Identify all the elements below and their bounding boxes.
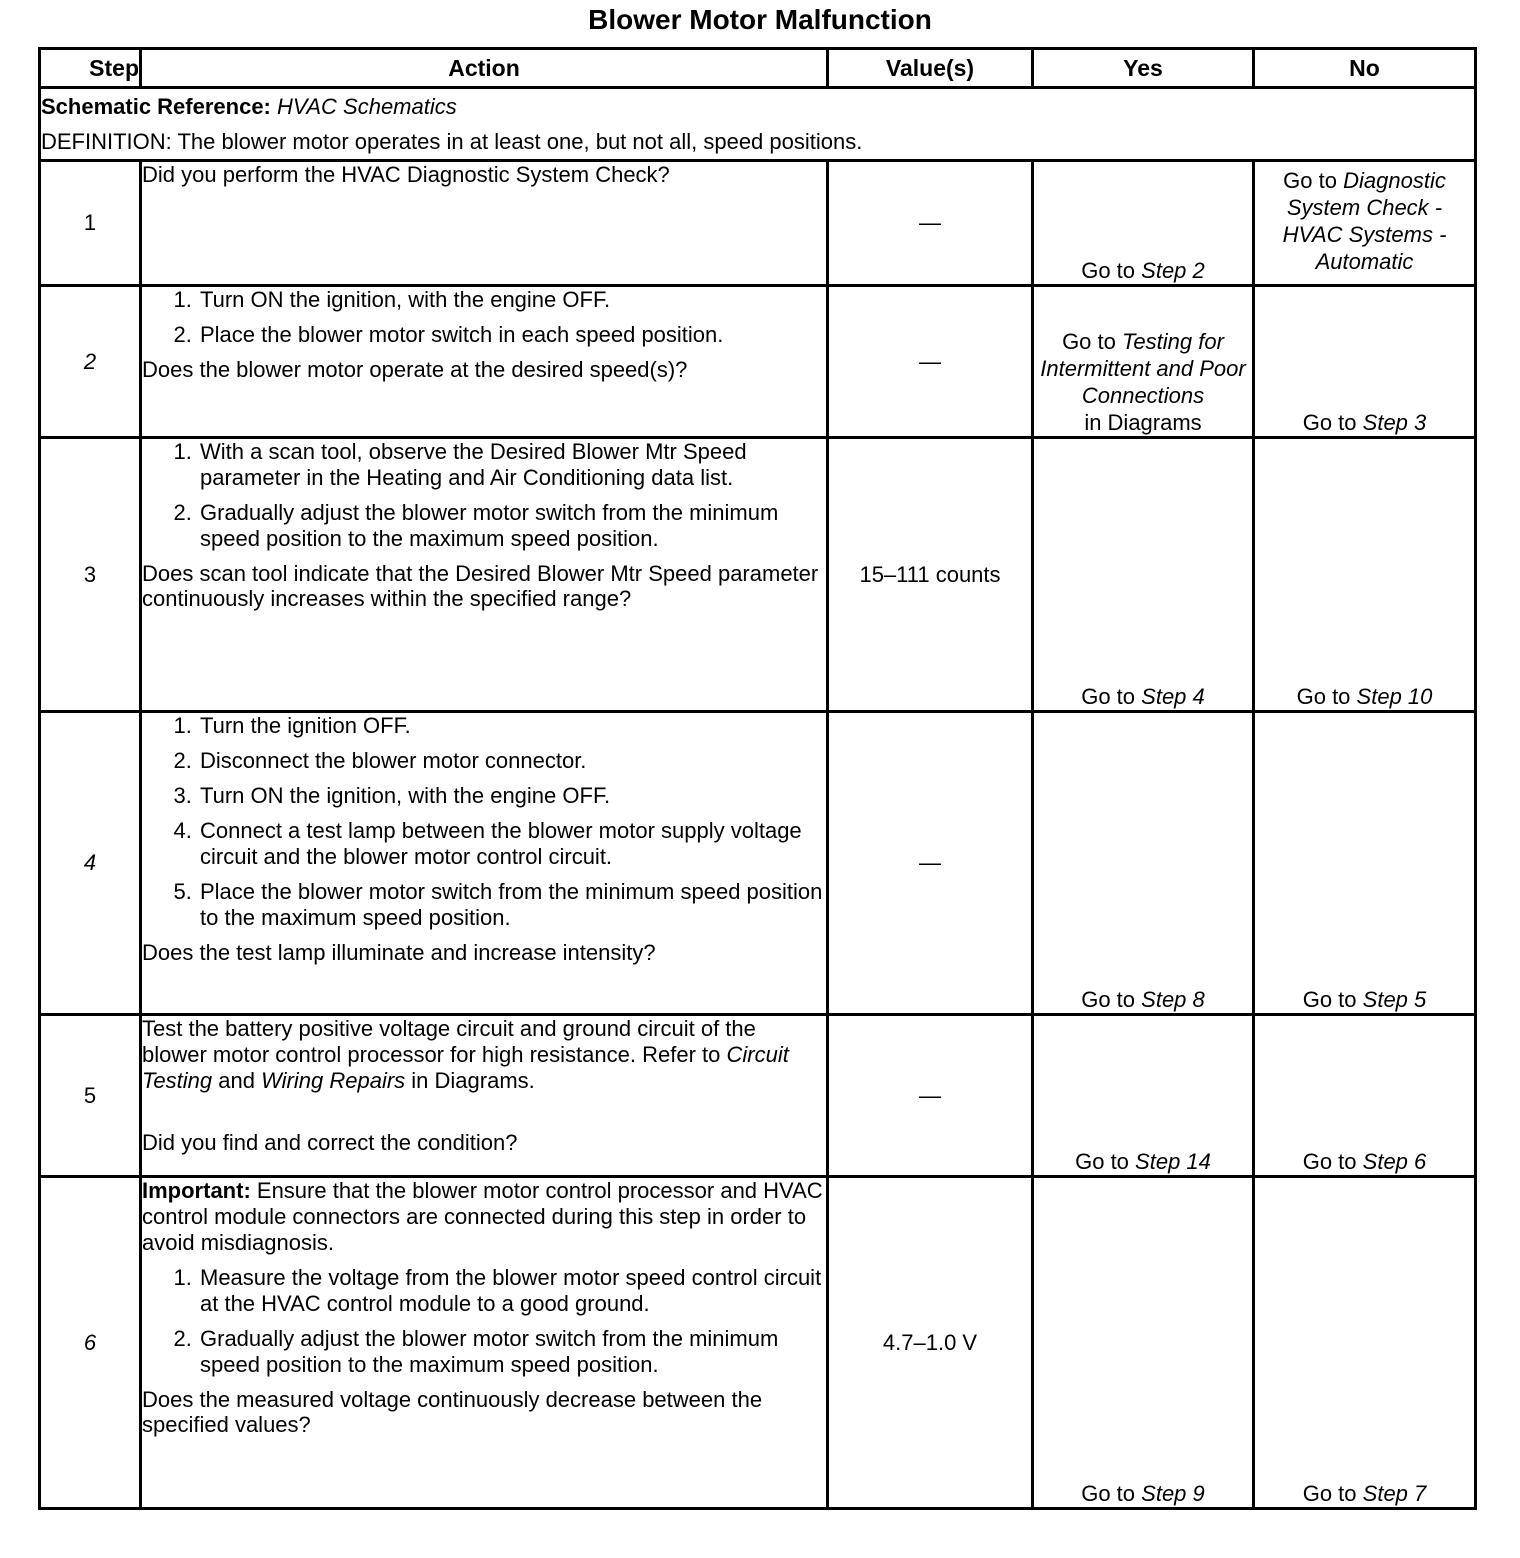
yes-goto[interactable]: Go to Step 2 bbox=[1033, 161, 1254, 286]
no-goto[interactable]: Go to Step 6 bbox=[1254, 1015, 1476, 1177]
step-number: 1 bbox=[40, 161, 141, 286]
table-row bbox=[40, 1015, 1476, 1177]
step-action bbox=[141, 1177, 828, 1509]
yes-goto[interactable]: Go to Step 4 bbox=[1033, 438, 1254, 712]
list-item: 1. Turn the ignition OFF. bbox=[198, 713, 826, 739]
step-number: 6 bbox=[40, 1177, 141, 1509]
step-value: — bbox=[828, 161, 1033, 286]
no-goto[interactable]: Go to Step 10 bbox=[1254, 438, 1476, 712]
yes-goto[interactable]: Go to Step 9 bbox=[1033, 1177, 1254, 1509]
no-goto[interactable]: Go to Diagnostic System Check - HVAC Systems - Automatic bbox=[1254, 161, 1476, 286]
list-item: 1. With a scan tool, observe the Desired Blower Mtr Speed parameter in the Heating and Air Conditioning data list. bbox=[198, 439, 826, 491]
header-values: Value(s) bbox=[828, 49, 1033, 88]
header-yes: Yes bbox=[1033, 49, 1254, 88]
list-item: 1. Measure the voltage from the blower motor speed control circuit at the HVAC control module to a good ground. bbox=[198, 1265, 826, 1317]
step-action bbox=[141, 161, 828, 286]
list-item: 1. Turn ON the ignition, with the engine OFF. bbox=[198, 287, 826, 313]
step-question: Does scan tool indicate that the Desired Blower Mtr Speed parameter continuously increases within the specified range? bbox=[142, 561, 819, 611]
yes-goto[interactable]: Go to Testing for Intermittent and Poor Connections in Diagrams bbox=[1033, 286, 1254, 438]
schematic-reference: Schematic Reference: HVAC Schematics bbox=[41, 94, 457, 119]
step-question: Does the blower motor operate at the desired speed(s)? bbox=[142, 357, 688, 382]
step-value: 4.7–1.0 V bbox=[828, 1177, 1033, 1509]
definition: DEFINITION: The blower motor operates in at least one, but not all, speed positions. bbox=[41, 129, 863, 154]
list-item: 2. Disconnect the blower motor connector. bbox=[198, 748, 826, 774]
step-list bbox=[142, 713, 826, 931]
step-action bbox=[141, 712, 828, 1015]
step-instruction: Test the battery positive voltage circuit and ground circuit of the blower motor control processor for high resistance. Refer to Circuit Testing and Wiring Repairs in Diagrams. bbox=[142, 1016, 789, 1093]
step-question: Does the test lamp illuminate and increase intensity? bbox=[142, 940, 656, 965]
step-number: 4 bbox=[40, 712, 141, 1015]
step-action bbox=[141, 286, 828, 438]
list-item: 3. Turn ON the ignition, with the engine OFF. bbox=[198, 783, 826, 809]
table-row bbox=[40, 286, 1476, 438]
list-item: 2. Gradually adjust the blower motor switch from the minimum speed position to the maximum speed position. bbox=[198, 500, 826, 552]
step-list bbox=[142, 287, 826, 348]
step-number: 5 bbox=[40, 1015, 141, 1177]
step-value: 15–111 counts bbox=[828, 438, 1033, 712]
no-goto[interactable]: Go to Step 3 bbox=[1254, 286, 1476, 438]
step-question: Did you find and correct the condition? bbox=[142, 1130, 518, 1155]
list-item: 5. Place the blower motor switch from the minimum speed position to the maximum speed position. bbox=[198, 879, 826, 931]
step-number: 2 bbox=[40, 286, 141, 438]
yes-goto[interactable]: Go to Step 8 bbox=[1033, 712, 1254, 1015]
table-row bbox=[40, 712, 1476, 1015]
schematic-link[interactable]: HVAC Schematics bbox=[277, 94, 457, 119]
diagnostic-table bbox=[38, 47, 1477, 1510]
step-value: — bbox=[828, 1015, 1033, 1177]
step-question: Did you perform the HVAC Diagnostic System Check? bbox=[142, 162, 670, 187]
list-item: 2. Gradually adjust the blower motor switch from the minimum speed position to the maximum speed position. bbox=[198, 1326, 826, 1378]
header-row bbox=[40, 49, 1476, 88]
step-list bbox=[142, 439, 826, 552]
step-question: Does the measured voltage continuously decrease between the specified values? bbox=[142, 1387, 763, 1437]
step-number: 3 bbox=[40, 438, 141, 712]
header-step: Step bbox=[40, 49, 141, 88]
list-item: 4. Connect a test lamp between the blower motor supply voltage circuit and the blower motor control circuit. bbox=[198, 818, 826, 870]
header-no: No bbox=[1254, 49, 1476, 88]
step-list bbox=[142, 1265, 826, 1378]
step-value: — bbox=[828, 712, 1033, 1015]
reference-row bbox=[40, 88, 1476, 161]
circuit-testing-link[interactable]: Circuit Testing bbox=[142, 1042, 789, 1093]
important-note: Important: Ensure that the blower motor control processor and HVAC control module connectors are connected during this step in order to avoid misdiagnosis. bbox=[142, 1178, 823, 1255]
header-action: Action bbox=[141, 49, 828, 88]
table-row bbox=[40, 161, 1476, 286]
page-title: Blower Motor Malfunction bbox=[588, 4, 932, 35]
list-item: 2. Place the blower motor switch in each speed position. bbox=[198, 322, 826, 348]
step-action bbox=[141, 1015, 828, 1177]
step-value: — bbox=[828, 286, 1033, 438]
table-row bbox=[40, 1177, 1476, 1509]
no-goto[interactable]: Go to Step 5 bbox=[1254, 712, 1476, 1015]
table-row bbox=[40, 438, 1476, 712]
no-goto[interactable]: Go to Step 7 bbox=[1254, 1177, 1476, 1509]
yes-goto[interactable]: Go to Step 14 bbox=[1033, 1015, 1254, 1177]
wiring-repairs-link[interactable]: Wiring Repairs bbox=[261, 1068, 406, 1093]
step-action bbox=[141, 438, 828, 712]
